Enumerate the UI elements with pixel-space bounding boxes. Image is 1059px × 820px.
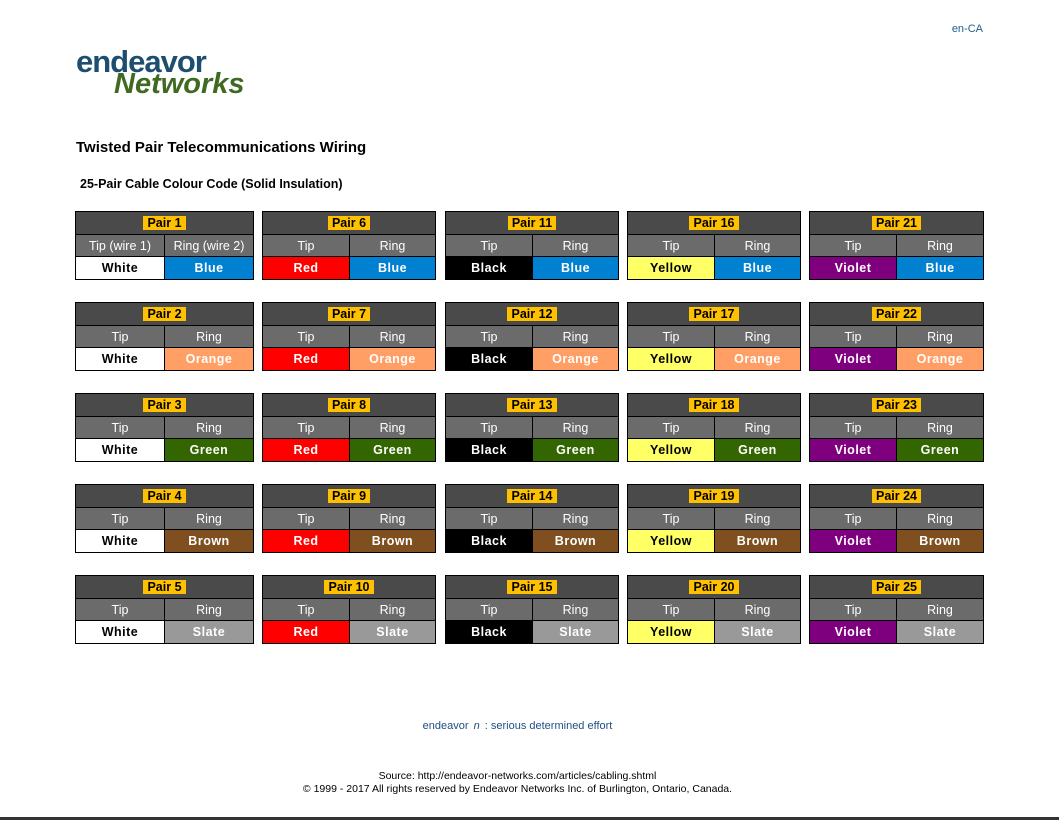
ring-header: Ring	[379, 329, 406, 344]
colour-row	[263, 439, 435, 461]
pair-table	[809, 211, 984, 280]
wire-header-row	[76, 508, 253, 530]
pair-label: Pair 7	[328, 307, 370, 321]
ring-header: Ring	[927, 420, 953, 435]
copyright-notice: © 1999 - 2017 All rights reserved by Endeavor Networks Inc. of Burlington, Ontario, Canada.	[302, 783, 733, 795]
ring-colour: Green	[165, 439, 253, 461]
pair-table	[627, 302, 801, 371]
tip-header: Tip	[628, 599, 715, 620]
tip-colour: Violet	[810, 439, 897, 461]
ring-header: Ring	[927, 511, 953, 526]
ring-header: Ring	[744, 420, 771, 435]
colour-row	[446, 621, 618, 643]
tip-header: Tip	[76, 508, 165, 529]
wire-header-row	[76, 599, 253, 621]
ring-colour: Slate	[897, 621, 983, 643]
pair-header	[446, 212, 618, 235]
ring-header: Ring	[379, 602, 406, 617]
tip-header: Tip	[263, 417, 350, 438]
pair-header	[263, 212, 435, 235]
colour-row	[810, 439, 983, 461]
pair-table	[809, 575, 984, 644]
pair-label: Pair 21	[872, 216, 921, 230]
tip-header: Tip	[446, 508, 533, 529]
ring-header: Ring	[744, 238, 771, 253]
pair-header	[446, 303, 618, 326]
tip-colour: Yellow	[628, 439, 715, 461]
pair-label: Pair 6	[328, 216, 370, 230]
pair-table	[262, 575, 436, 644]
ring-colour: Orange	[533, 348, 618, 370]
wire-header-row	[628, 235, 800, 257]
pair-header	[76, 212, 253, 235]
pair-table	[262, 484, 436, 553]
pair-label: Pair 24	[872, 489, 921, 503]
footer	[0, 770, 1035, 796]
pair-label: Pair 16	[689, 216, 738, 230]
pair-table	[445, 302, 619, 371]
ring-colour: Brown	[350, 530, 435, 552]
wire-header-row	[446, 508, 618, 530]
pair-header	[628, 576, 800, 599]
pair-header	[263, 303, 435, 326]
tip-colour: Violet	[810, 348, 897, 370]
wire-header-row	[446, 599, 618, 621]
tip-header: Tip	[263, 326, 350, 347]
section-subtitle: 25-Pair Cable Colour Code (Solid Insulation)	[80, 177, 343, 191]
pair-header	[446, 394, 618, 417]
colour-row	[263, 621, 435, 643]
pair-table	[809, 393, 984, 462]
pair-header	[628, 303, 800, 326]
pair-header	[76, 303, 253, 326]
pair-table	[75, 575, 254, 644]
pair-label: Pair 14	[507, 489, 556, 503]
pair-header	[810, 303, 983, 326]
pair-header	[628, 212, 800, 235]
endeavor-networks-logo	[76, 45, 276, 105]
colour-row	[446, 348, 618, 370]
wire-header-row	[446, 417, 618, 439]
wire-header-row	[810, 326, 983, 348]
tip-colour: Yellow	[628, 530, 715, 552]
pair-label: Pair 15	[507, 580, 556, 594]
ring-colour: Blue	[897, 257, 983, 279]
tip-header: Tip	[628, 417, 715, 438]
ring-colour: Orange	[165, 348, 253, 370]
ring-header: Ring	[562, 420, 589, 435]
pair-table	[445, 484, 619, 553]
tagline-definition: : serious determined effort	[484, 720, 613, 732]
ring-header: Ring	[379, 511, 406, 526]
tip-colour: Black	[446, 439, 533, 461]
ring-header: Ring	[927, 602, 953, 617]
tip-colour: Black	[446, 348, 533, 370]
ring-header: Ring	[562, 238, 589, 253]
pair-table	[627, 211, 801, 280]
pair-label: Pair 8	[328, 398, 370, 412]
tip-colour: Violet	[810, 621, 897, 643]
pair-label: Pair 1	[143, 216, 185, 230]
colour-row	[628, 439, 800, 461]
colour-row	[263, 257, 435, 279]
tip-colour: Yellow	[628, 348, 715, 370]
pair-header	[76, 485, 253, 508]
ring-colour: Slate	[715, 621, 800, 643]
wire-header-row	[76, 417, 253, 439]
wire-header-row	[76, 326, 253, 348]
pair-header	[810, 576, 983, 599]
ring-header: Ring	[196, 511, 222, 526]
pair-table	[627, 484, 801, 553]
tip-colour: White	[76, 348, 165, 370]
pair-label: Pair 12	[507, 307, 556, 321]
tip-colour: White	[76, 530, 165, 552]
ring-colour: Slate	[350, 621, 435, 643]
ring-colour: Brown	[897, 530, 983, 552]
pair-label: Pair 22	[872, 307, 921, 321]
pair-label: Pair 18	[689, 398, 738, 412]
wire-header-row	[263, 599, 435, 621]
tip-colour: White	[76, 439, 165, 461]
wire-header-row	[263, 235, 435, 257]
colour-row	[263, 530, 435, 552]
tip-header: Tip	[810, 599, 897, 620]
tip-header: Tip	[446, 235, 533, 256]
pair-table	[809, 484, 984, 553]
ring-colour: Orange	[350, 348, 435, 370]
logo-word-networks: Networks	[114, 68, 245, 100]
pair-header	[76, 576, 253, 599]
tip-header: Tip	[628, 326, 715, 347]
tip-colour: Black	[446, 257, 533, 279]
wire-header-row	[810, 508, 983, 530]
ring-colour: Green	[897, 439, 983, 461]
ring-header: Ring	[562, 602, 589, 617]
pair-table	[262, 211, 436, 280]
tip-colour: Yellow	[628, 621, 715, 643]
tip-header: Tip	[810, 417, 897, 438]
pair-header	[446, 485, 618, 508]
pair-table	[627, 393, 801, 462]
wire-header-row	[76, 235, 253, 257]
pair-table	[75, 302, 254, 371]
tip-colour: Red	[263, 348, 350, 370]
colour-row	[76, 348, 253, 370]
tip-header: Tip	[628, 508, 715, 529]
wire-header-row	[628, 599, 800, 621]
ring-colour: Green	[350, 439, 435, 461]
ring-header: Ring	[196, 602, 222, 617]
ring-colour: Green	[715, 439, 800, 461]
pair-header	[810, 485, 983, 508]
pair-table	[75, 484, 254, 553]
tagline	[0, 720, 1035, 732]
tip-header: Tip	[810, 235, 897, 256]
tip-colour: White	[76, 257, 165, 279]
tip-colour: Red	[263, 439, 350, 461]
ring-colour: Brown	[715, 530, 800, 552]
tip-header: Tip	[446, 326, 533, 347]
ring-header: Ring	[744, 602, 771, 617]
tip-colour: Red	[263, 621, 350, 643]
tip-header: Tip	[263, 235, 350, 256]
colour-row	[810, 530, 983, 552]
page-title: Twisted Pair Telecommunications Wiring	[76, 139, 367, 156]
pair-table	[445, 211, 619, 280]
wire-header-row	[810, 235, 983, 257]
ring-header: Ring	[196, 329, 222, 344]
tagline-pos: n	[473, 720, 480, 732]
pair-header	[76, 394, 253, 417]
colour-row	[810, 257, 983, 279]
colour-row	[76, 530, 253, 552]
pair-label: Pair 19	[689, 489, 738, 503]
pair-header	[263, 576, 435, 599]
colour-row	[76, 621, 253, 643]
ring-header: Ring	[562, 329, 589, 344]
pair-table	[262, 302, 436, 371]
pair-table	[445, 393, 619, 462]
ring-colour: Slate	[533, 621, 618, 643]
ring-header: Ring	[379, 238, 406, 253]
colour-row	[810, 348, 983, 370]
tip-header: Tip	[446, 599, 533, 620]
ring-colour: Blue	[350, 257, 435, 279]
pair-table	[809, 302, 984, 371]
pair-table	[75, 211, 254, 280]
tip-colour: Red	[263, 257, 350, 279]
colour-row	[263, 348, 435, 370]
pair-table	[627, 575, 801, 644]
wire-header-row	[628, 326, 800, 348]
wire-header-row	[446, 326, 618, 348]
tip-colour: Yellow	[628, 257, 715, 279]
pair-header	[810, 212, 983, 235]
colour-row	[628, 257, 800, 279]
pair-label: Pair 9	[328, 489, 370, 503]
tip-colour: Black	[446, 530, 533, 552]
ring-header: Ring	[562, 511, 589, 526]
ring-colour: Brown	[165, 530, 253, 552]
pair-header	[263, 394, 435, 417]
wire-header-row	[628, 508, 800, 530]
tip-header: Tip	[76, 326, 165, 347]
pair-header	[628, 485, 800, 508]
pair-table	[75, 393, 254, 462]
pair-table	[262, 393, 436, 462]
ring-colour: Blue	[533, 257, 618, 279]
pair-label: Pair 5	[143, 580, 185, 594]
tip-colour: Violet	[810, 530, 897, 552]
ring-header: Ring	[196, 420, 222, 435]
tip-colour: White	[76, 621, 165, 643]
wire-header-row	[446, 235, 618, 257]
colour-row	[446, 439, 618, 461]
wire-header-row	[628, 417, 800, 439]
pair-label: Pair 13	[507, 398, 556, 412]
tip-colour: Red	[263, 530, 350, 552]
tip-header: Tip	[263, 599, 350, 620]
tip-colour: Violet	[810, 257, 897, 279]
tip-header: Tip	[810, 326, 897, 347]
pair-label: Pair 10	[324, 580, 373, 594]
tip-header: Tip	[810, 508, 897, 529]
ring-header: Ring	[927, 238, 953, 253]
tip-colour: Black	[446, 621, 533, 643]
ring-colour: Orange	[897, 348, 983, 370]
pair-table	[445, 575, 619, 644]
colour-row	[76, 439, 253, 461]
wire-header-row	[263, 326, 435, 348]
ring-header: Ring	[927, 329, 953, 344]
tip-header: Tip	[263, 508, 350, 529]
pair-header	[810, 394, 983, 417]
ring-header: Ring	[744, 329, 771, 344]
ring-colour: Slate	[165, 621, 253, 643]
colour-row	[446, 257, 618, 279]
colour-row	[446, 530, 618, 552]
wire-header-row	[810, 599, 983, 621]
locale-label: en-CA	[951, 23, 983, 35]
pair-label: Pair 23	[872, 398, 921, 412]
ring-header: Ring	[379, 420, 406, 435]
wire-header-row	[263, 508, 435, 530]
pair-label: Pair 4	[143, 489, 185, 503]
pair-label: Pair 25	[872, 580, 921, 594]
ring-colour: Orange	[715, 348, 800, 370]
tip-header: Tip (wire 1)	[76, 235, 165, 256]
pair-header	[263, 485, 435, 508]
pair-header	[628, 394, 800, 417]
tip-header: Tip	[628, 235, 715, 256]
tip-header: Tip	[76, 599, 165, 620]
pair-label: Pair 17	[689, 307, 738, 321]
colour-row	[628, 348, 800, 370]
tip-header: Tip	[76, 417, 165, 438]
colour-row	[628, 530, 800, 552]
pair-label: Pair 20	[689, 580, 738, 594]
pair-label: Pair 3	[143, 398, 185, 412]
ring-header: Ring (wire 2)	[173, 238, 245, 253]
tagline-word: endeavor	[422, 720, 469, 732]
source-link[interactable]: Source: http://endeavor-networks.com/articles/cabling.shtml	[378, 770, 657, 782]
colour-row	[76, 257, 253, 279]
colour-row	[810, 621, 983, 643]
ring-header: Ring	[744, 511, 771, 526]
ring-colour: Green	[533, 439, 618, 461]
pair-header	[446, 576, 618, 599]
pair-label: Pair 2	[143, 307, 185, 321]
wire-header-row	[263, 417, 435, 439]
pair-label: Pair 11	[508, 216, 556, 230]
logo-word-endeavor: endeavor	[76, 44, 206, 79]
ring-colour: Brown	[533, 530, 618, 552]
wire-header-row	[810, 417, 983, 439]
ring-colour: Blue	[165, 257, 253, 279]
tip-header: Tip	[446, 417, 533, 438]
colour-row	[628, 621, 800, 643]
ring-colour: Blue	[715, 257, 800, 279]
